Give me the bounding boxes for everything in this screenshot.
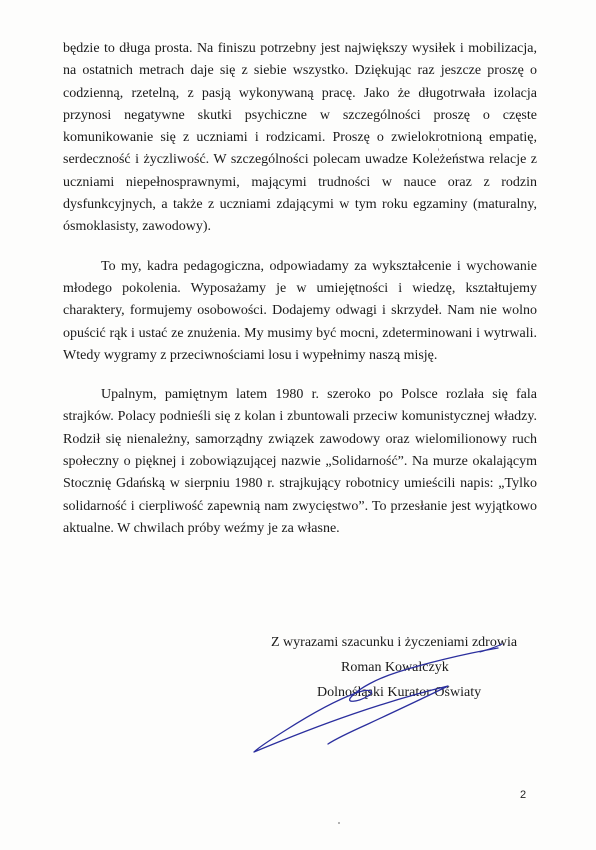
paragraph-1: będzie to długa prosta. Na finiszu potrzebny jest największy wysiłek i mobilizacja, na ostatnich metrach daje się z siebie wszystko. Dziękując raz jeszcze proszę o codzienną, rzetelną, z pasją wykonywaną pracę. Jako że długotrwała izolacja przynosi negatywne skutki psychiczne w szczególności proszę o częste komunikowanie się z uczniami i rodzicami. Proszę o zwielokrotnioną empatię, serdeczność i życzliwość. W szczególności polecam uwadze Koleżeństwa relacje z uczniami niepełnosprawnymi, mającymi trudności w nauce oraz z rodzin dysfunkcyjnych, a także z uczniami zdającymi w tym roku egzaminy (maturalny, ósmoklasisty, zawodowy). bbox=[63, 41, 537, 235]
page-number: 2 bbox=[520, 789, 527, 801]
signatory-name: Roman Kowalczyk bbox=[341, 660, 449, 675]
scan-speck bbox=[338, 822, 340, 824]
scan-speck bbox=[438, 148, 439, 151]
paragraph-3: Upalnym, pamiętnym latem 1980 r. szeroko po Polsce rozlała się fala strajków. Polacy podnieśli się z kolan i zbuntowali przeciw komunistycznej władzy. Rodził się nienależny, samorządny związek zawodowy oraz wielomilionowy ruch społeczny o pięknej i zobowiązującej nazwie „Solidarność”. Na murze okalającym Stocznię Gdańską w sierpniu 1980 r. strajkujący robotnicy umieścili napis: „Tylko solidarność i cierpliwość zapewnią nam zwycięstwo”. To przesłanie jest wyjątkowo aktualne. W chwilach próby weźmy je za własne. bbox=[63, 387, 537, 536]
closing-block bbox=[271, 630, 551, 705]
letter-body bbox=[63, 38, 537, 557]
closing-salutation: Z wyrazami szacunku i życzeniami zdrowia bbox=[271, 635, 518, 650]
paragraph-2: To my, kadra pedagogiczna, odpowiadamy za wykształcenie i wychowanie młodego pokolenia. Wyposażamy je w umiejętności i wiedzę, kształtujemy charaktery, formujemy osobowości. Dodajemy odwagi i skrzydeł. Nam nie wolno opuścić rąk i ustać ze znużenia. My musimy być mocni, zdeterminowani i wytrwali. Wtedy wygramy z przeciwnościami losu i wypełnimy naszą misję. bbox=[63, 258, 537, 363]
signatory-title: Dolnośląski Kurator Oświaty bbox=[317, 685, 482, 700]
